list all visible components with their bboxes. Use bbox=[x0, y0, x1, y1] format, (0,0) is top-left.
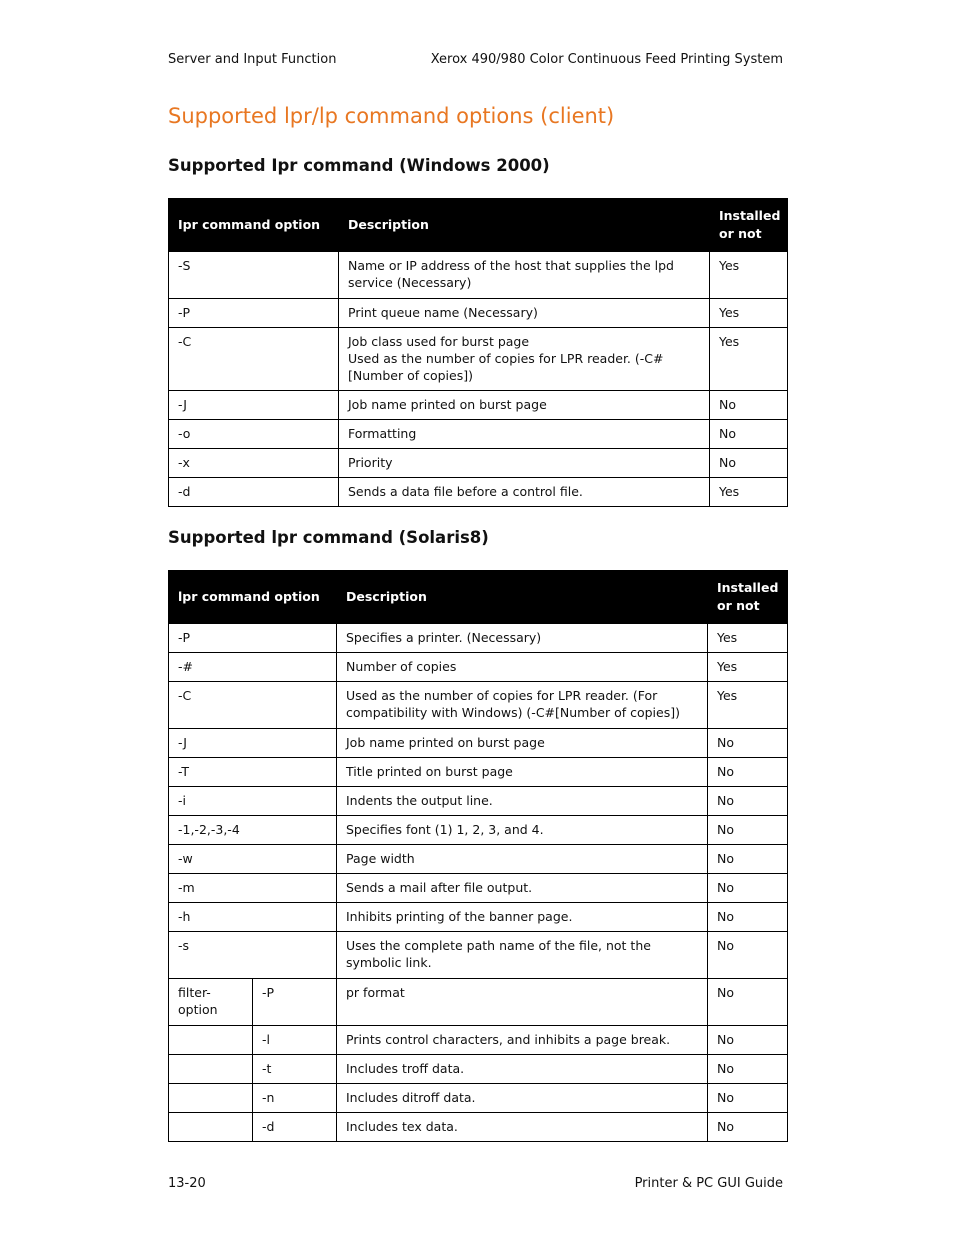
solaris-section-title: Supported lpr command (Solaris8) bbox=[168, 528, 489, 547]
description-cell: Indents the output line. bbox=[337, 787, 708, 816]
table-row bbox=[169, 874, 788, 903]
description-cell: Sends a mail after file output. bbox=[337, 874, 708, 903]
table-row bbox=[169, 758, 788, 787]
table-row bbox=[169, 682, 788, 729]
description-line: Job class used for burst page bbox=[348, 334, 530, 349]
description-cell: Inhibits printing of the banner page. bbox=[337, 903, 708, 932]
installed-cell: No bbox=[708, 979, 788, 1026]
running-header-right: Xerox 490/980 Color Continuous Feed Printing System bbox=[430, 52, 783, 67]
installed-cell: No bbox=[708, 874, 788, 903]
page-title: Supported lpr/lp command options (client) bbox=[168, 104, 615, 128]
installed-cell: No bbox=[708, 1055, 788, 1084]
table-row bbox=[169, 624, 788, 653]
description-cell: Title printed on burst page bbox=[337, 758, 708, 787]
installed-cell: No bbox=[708, 1026, 788, 1055]
table-row bbox=[169, 787, 788, 816]
description-cell: Name or IP address of the host that supplies the lpd service (Necessary) bbox=[339, 252, 710, 299]
table-header-row bbox=[169, 571, 788, 624]
installed-cell: No bbox=[708, 787, 788, 816]
option-cell: -1,-2,-3,-4 bbox=[169, 816, 337, 845]
installed-cell: Yes bbox=[708, 624, 788, 653]
description-cell: Used as the number of copies for LPR reader. (For compatibility with Windows) (-C#[Number of copies]) bbox=[337, 682, 708, 729]
installed-cell: No bbox=[708, 932, 788, 979]
table-header-row bbox=[169, 199, 788, 252]
column-header-installed: Installed or not bbox=[710, 199, 788, 252]
installed-cell: No bbox=[710, 449, 788, 478]
installed-cell: No bbox=[708, 845, 788, 874]
table-row bbox=[169, 845, 788, 874]
table-row bbox=[169, 979, 788, 1026]
description-cell: Uses the complete path name of the file, not the symbolic link. bbox=[337, 932, 708, 979]
table-row bbox=[169, 328, 788, 391]
description-cell: Page width bbox=[337, 845, 708, 874]
option-cell: -P bbox=[253, 979, 337, 1026]
description-cell bbox=[339, 328, 710, 391]
description-line: Used as the number of copies for LPR reader. (-C#[Number of copies]) bbox=[348, 351, 664, 383]
description-cell: pr format bbox=[337, 979, 708, 1026]
description-cell: Specifies font (1) 1, 2, 3, and 4. bbox=[337, 816, 708, 845]
description-cell: Includes tex data. bbox=[337, 1113, 708, 1142]
installed-cell: Yes bbox=[710, 252, 788, 299]
column-header-option: Ipr command option bbox=[169, 199, 339, 252]
table-row bbox=[169, 478, 788, 507]
option-cell: -m bbox=[169, 874, 337, 903]
table-row bbox=[169, 252, 788, 299]
option-cell: -w bbox=[169, 845, 337, 874]
option-cell: -x bbox=[169, 449, 339, 478]
option-cell: -J bbox=[169, 391, 339, 420]
windows-section-title: Supported Ipr command (Windows 2000) bbox=[168, 156, 550, 175]
table-row bbox=[169, 903, 788, 932]
installed-cell: Yes bbox=[708, 682, 788, 729]
description-cell: Includes ditroff data. bbox=[337, 1084, 708, 1113]
option-cell: -S bbox=[169, 252, 339, 299]
table-row bbox=[169, 1026, 788, 1055]
option-cell: -d bbox=[253, 1113, 337, 1142]
table-row bbox=[169, 653, 788, 682]
option-cell: -d bbox=[169, 478, 339, 507]
table-row bbox=[169, 932, 788, 979]
option-cell: -J bbox=[169, 729, 337, 758]
table-row bbox=[169, 1113, 788, 1142]
table-row bbox=[169, 729, 788, 758]
table-row bbox=[169, 1055, 788, 1084]
empty-cell bbox=[169, 1113, 253, 1142]
option-cell: -C bbox=[169, 682, 337, 729]
empty-cell bbox=[169, 1084, 253, 1113]
table-row bbox=[169, 1084, 788, 1113]
description-cell: Prints control characters, and inhibits a page break. bbox=[337, 1026, 708, 1055]
installed-cell: Yes bbox=[710, 328, 788, 391]
installed-cell: No bbox=[708, 816, 788, 845]
installed-cell: No bbox=[708, 1113, 788, 1142]
table-row bbox=[169, 420, 788, 449]
table-row bbox=[169, 299, 788, 328]
option-cell: -s bbox=[169, 932, 337, 979]
column-header-description: Description bbox=[339, 199, 710, 252]
option-cell: -l bbox=[253, 1026, 337, 1055]
empty-cell bbox=[169, 1055, 253, 1084]
description-cell: Specifies a printer. (Necessary) bbox=[337, 624, 708, 653]
installed-cell: No bbox=[708, 903, 788, 932]
description-cell: Print queue name (Necessary) bbox=[339, 299, 710, 328]
column-header-option: lpr command option bbox=[169, 571, 337, 624]
description-cell: Sends a data file before a control file. bbox=[339, 478, 710, 507]
description-cell: Job name printed on burst page bbox=[339, 391, 710, 420]
option-cell: -n bbox=[253, 1084, 337, 1113]
solaris-lpr-table bbox=[168, 570, 788, 1142]
option-cell: -P bbox=[169, 299, 339, 328]
option-cell: -o bbox=[169, 420, 339, 449]
option-cell: -# bbox=[169, 653, 337, 682]
description-cell: Job name printed on burst page bbox=[337, 729, 708, 758]
description-cell: Formatting bbox=[339, 420, 710, 449]
option-cell: -C bbox=[169, 328, 339, 391]
option-cell: -h bbox=[169, 903, 337, 932]
option-cell: -P bbox=[169, 624, 337, 653]
installed-cell: No bbox=[710, 391, 788, 420]
installed-cell: No bbox=[708, 1084, 788, 1113]
installed-cell: Yes bbox=[710, 299, 788, 328]
table-row bbox=[169, 816, 788, 845]
description-cell: Number of copies bbox=[337, 653, 708, 682]
filter-group-label: filter-option bbox=[169, 979, 253, 1026]
installed-cell: Yes bbox=[710, 478, 788, 507]
description-cell: Priority bbox=[339, 449, 710, 478]
installed-cell: Yes bbox=[708, 653, 788, 682]
option-cell: -T bbox=[169, 758, 337, 787]
installed-cell: No bbox=[708, 729, 788, 758]
table-row bbox=[169, 449, 788, 478]
column-header-description: Description bbox=[337, 571, 708, 624]
empty-cell bbox=[169, 1026, 253, 1055]
option-cell: -i bbox=[169, 787, 337, 816]
windows-lpr-table bbox=[168, 198, 788, 507]
installed-cell: No bbox=[708, 758, 788, 787]
running-footer-right: Printer & PC GUI Guide bbox=[634, 1176, 783, 1191]
installed-cell: No bbox=[710, 420, 788, 449]
option-cell: -t bbox=[253, 1055, 337, 1084]
running-header-left: Server and Input Function bbox=[168, 52, 337, 67]
table-row bbox=[169, 391, 788, 420]
column-header-installed: Installed or not bbox=[708, 571, 788, 624]
page-number: 13-20 bbox=[168, 1176, 206, 1191]
description-cell: Includes troff data. bbox=[337, 1055, 708, 1084]
